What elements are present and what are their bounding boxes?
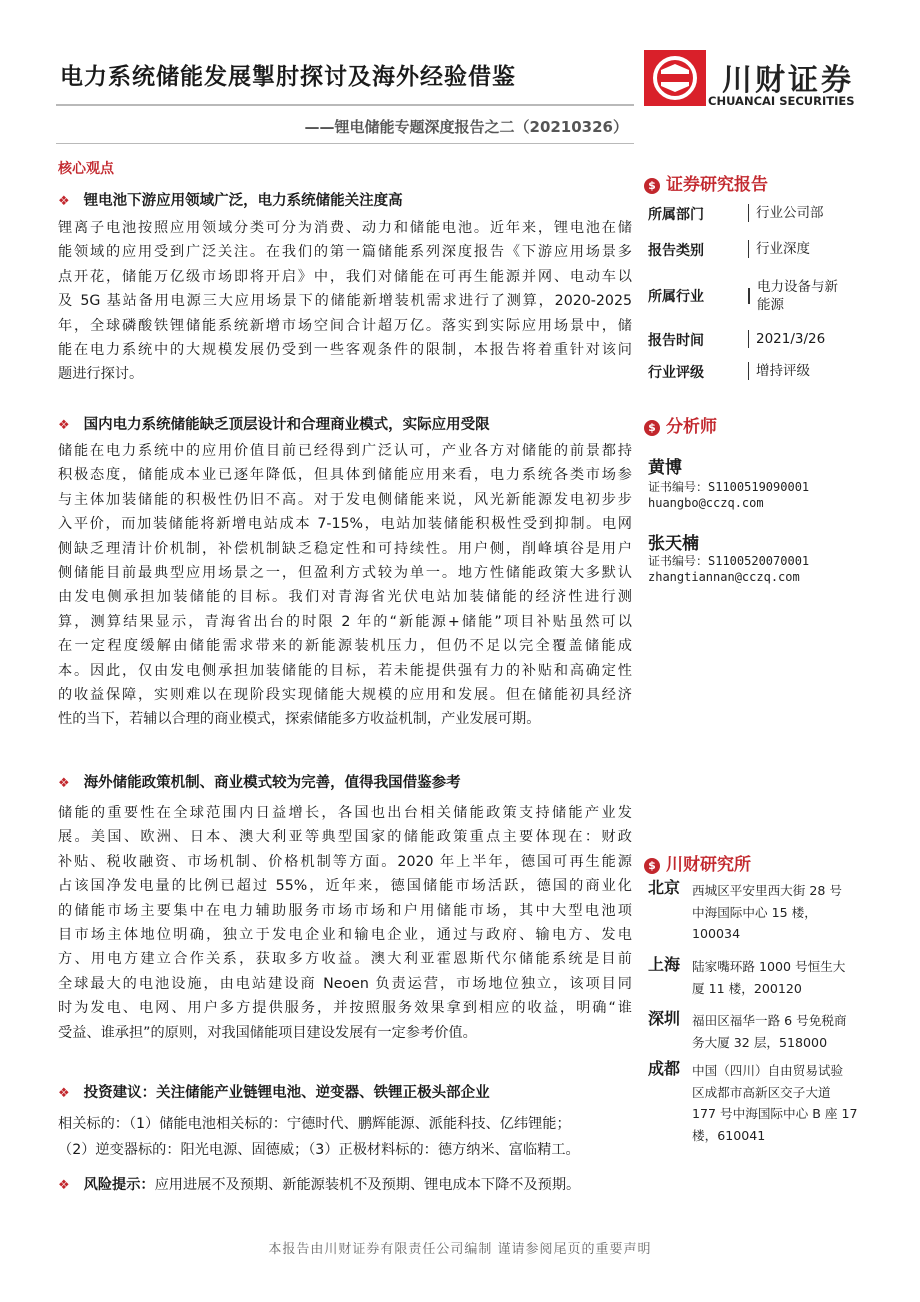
diamond-bullet-icon: ❖ — [58, 418, 70, 433]
diamond-bullet-icon: ❖ — [58, 1178, 70, 1193]
analyst-heading: $ 分析师 — [644, 412, 717, 437]
title-divider — [56, 104, 634, 106]
info-label-industry: 所属行业 — [648, 289, 704, 305]
logo-text-en: CHUANCAI SECURITIES — [708, 94, 855, 108]
office-address-shenzhen: 福田区福华一路 6 号免税商 务大厦 32 层，518000 — [692, 1013, 847, 1050]
info-value-rating: 增持评级 — [748, 362, 810, 380]
office-city-shanghai: 上海 — [648, 955, 681, 974]
invest-line-2: （2）逆变器标的：阳光电源、固德威；（3）正极材料标的：德方纳米、富临精工。 — [58, 1142, 580, 1158]
value-separator — [748, 288, 750, 304]
section-heading-3: ❖ 海外储能政策机制、商业模式较为完善，值得我国借鉴参考 — [58, 775, 461, 791]
info-label-department: 所属部门 — [648, 207, 704, 223]
analyst-cert: 证书编号：S1100519090001 — [648, 480, 810, 494]
section-heading-1: ❖ 锂电池下游应用领域广泛，电力系统储能关注度高 — [58, 193, 403, 209]
section-paragraph-3: 储能的重要性在全球范围内日益增长，各国也出台相关储能政策支持储能产业发 展。美国、欧洲、日本、澳大利亚等典型国家的储能政策重点主要体现在：财政 补贴、税收融资、市场机制、价格机制等方面。2020 年上半年，德国可再生能源 占该国净发电量的比例已超过 55%，近年来，德国储能市场活跃，德国的商业化 的储能市场主要集中在电力辅助服务市场市场和户用储能市场，其中大型电池项 目市场主体地位明确，独立于发电企业和输电企业，通过与政府、输电方、发电 方、用电方建立合作关系，获取多方收益。澳大利亚霍恩斯代尔储能系统是目前 全球最大的电池设施，由电站建设商 Neoen 负责运营，市场地位独立，该项目同 时为发电、电网、用户多方提供服务，并按照服务效果拿到相应的收益，明确“谁 受益、谁承担”的原则，对我国储能项目建设发展有一定参考价值。 — [58, 805, 632, 1041]
diamond-bullet-icon: ❖ — [58, 776, 70, 791]
invest-heading: ❖ 投资建议：关注储能产业链锂电池、逆变器、铁锂正极头部企业 — [58, 1085, 490, 1101]
brand-circle-icon: $ — [644, 178, 660, 194]
brand-circle-icon: $ — [644, 858, 660, 874]
subtitle-divider — [56, 143, 634, 144]
brand-circle-icon: $ — [644, 420, 660, 436]
report-title: 电力系统储能发展掣肘探讨及海外经验借鉴 — [60, 64, 516, 90]
office-address-shanghai: 陆家嘴环路 1000 号恒生大 厦 11 楼，200120 — [692, 959, 846, 996]
analyst-name: 张天楠 — [648, 534, 699, 554]
section-heading-2: ❖ 国内电力系统储能缺乏顶层设计和合理商业模式，实际应用受限 — [58, 417, 490, 433]
info-label-rating: 行业评级 — [648, 365, 704, 381]
office-city-beijing: 北京 — [648, 878, 681, 897]
info-value-department: 行业公司部 — [748, 204, 824, 222]
securities-report-heading: $ 证券研究报告 — [644, 170, 768, 195]
diamond-bullet-icon: ❖ — [58, 194, 70, 209]
risk-warning: ❖ 风险提示：应用进展不及预期、新能源装机不及预期、锂电成本下降不及预期。 — [58, 1177, 581, 1193]
section-paragraph-2: 储能在电力系统中的应用价值目前已经得到广泛认可，产业各方对储能的前景都持 积极态度，储能成本业已逐年降低，但具体到储能应用来看，电力系统各类市场参 与主体加装储能的积极性仍旧不高。对于发电侧储能来说，风光新能源发电初步步 入平价，而加装储能将新增电站成本 7-15%，电站加装储能积极性受到抑制。电网 侧缺乏理清计价机制，补偿机制缺乏稳定性和可持续性。用户侧，削峰填谷是用户 侧储能目前最典型应用场景之一，但盈利方式较为单一。地方性储能政策大多默认 由发电侧承担加装储能的目标。我们对青海省光伏电站加装储能的经济性进行测 算，测算结果显示，青海省出台的时限 2 年的“新能源+储能”项目补贴虽然可以 在一定程度缓解由储能需求带来的新能源装机压力，但仍不足以完全覆盖储能成 本。因此，仅由发电侧承担加装储能的目标，若未能提供强有力的补贴和高确定性 的收益保障，实则难以在现阶段实现储能大规模的应用和发展。但在储能初具经济 性的当下，若辅以合理的商业模式，探索储能多方收益机制，产业发展可期。 — [58, 443, 632, 728]
report-subtitle: ——锂电储能专题深度报告之二（20210326） — [304, 118, 628, 136]
info-value-industry: 电力设备与新 能源 — [748, 278, 838, 314]
info-label-category: 报告类别 — [648, 243, 704, 259]
office-address-beijing: 西城区平安里西大街 28 号 中海国际中心 15 楼， 100034 — [692, 883, 842, 941]
section-paragraph-1: 锂离子电池按照应用领域分类可分为消费、动力和储能电池。近年来，锂电池在储 能领域的应用受到广泛关注。在我们的第一篇储能系列深度报告《下游应用场景多 点开花，储能万亿级市场即将开启》中，我们对储能在可再生能源并网、电动车以 及 5G 基站备用电源三大应用场景下的储能新增装机需求进行了测算，2020-2025 年，全球磷酸铁锂储能系统新增市场空间合计超万亿。落实到实际应用场景中，储 能在电力系统中的大规模发展仍受到一些客观条件的限制，本报告将着重针对该问 题进行探讨。 — [58, 220, 632, 383]
company-logo-icon — [644, 50, 706, 106]
analyst-email[interactable]: huangbo@cczq.com — [648, 496, 764, 510]
invest-line-1: 相关标的：（1）储能电池相关标的：宁德时代、鹏辉能源、派能科技、亿纬锂能； — [58, 1116, 571, 1132]
analyst-name: 黄博 — [648, 458, 682, 478]
info-value-category: 行业深度 — [748, 240, 810, 258]
logo-text-cn: 川财证券 — [722, 63, 854, 98]
info-value-date: 2021/3/26 — [748, 330, 825, 348]
page-footer: 本报告由川财证券有限责任公司编制 谨请参阅尾页的重要声明 — [268, 1242, 652, 1257]
info-label-date: 报告时间 — [648, 333, 704, 349]
diamond-bullet-icon: ❖ — [58, 1086, 70, 1101]
office-city-shenzhen: 深圳 — [648, 1009, 681, 1028]
institute-heading: $ 川财研究所 — [644, 850, 751, 875]
analyst-email[interactable]: zhangtiannan@cczq.com — [648, 570, 800, 584]
analyst-cert: 证书编号：S1100520070001 — [648, 554, 810, 568]
core-views-label: 核心观点 — [58, 161, 114, 177]
office-address-chengdu: 中国（四川）自由贸易试验 区成都市高新区交子大道 177 号中海国际中心 B 座 17 楼，610041 — [692, 1063, 858, 1143]
office-city-chengdu: 成都 — [648, 1059, 681, 1078]
